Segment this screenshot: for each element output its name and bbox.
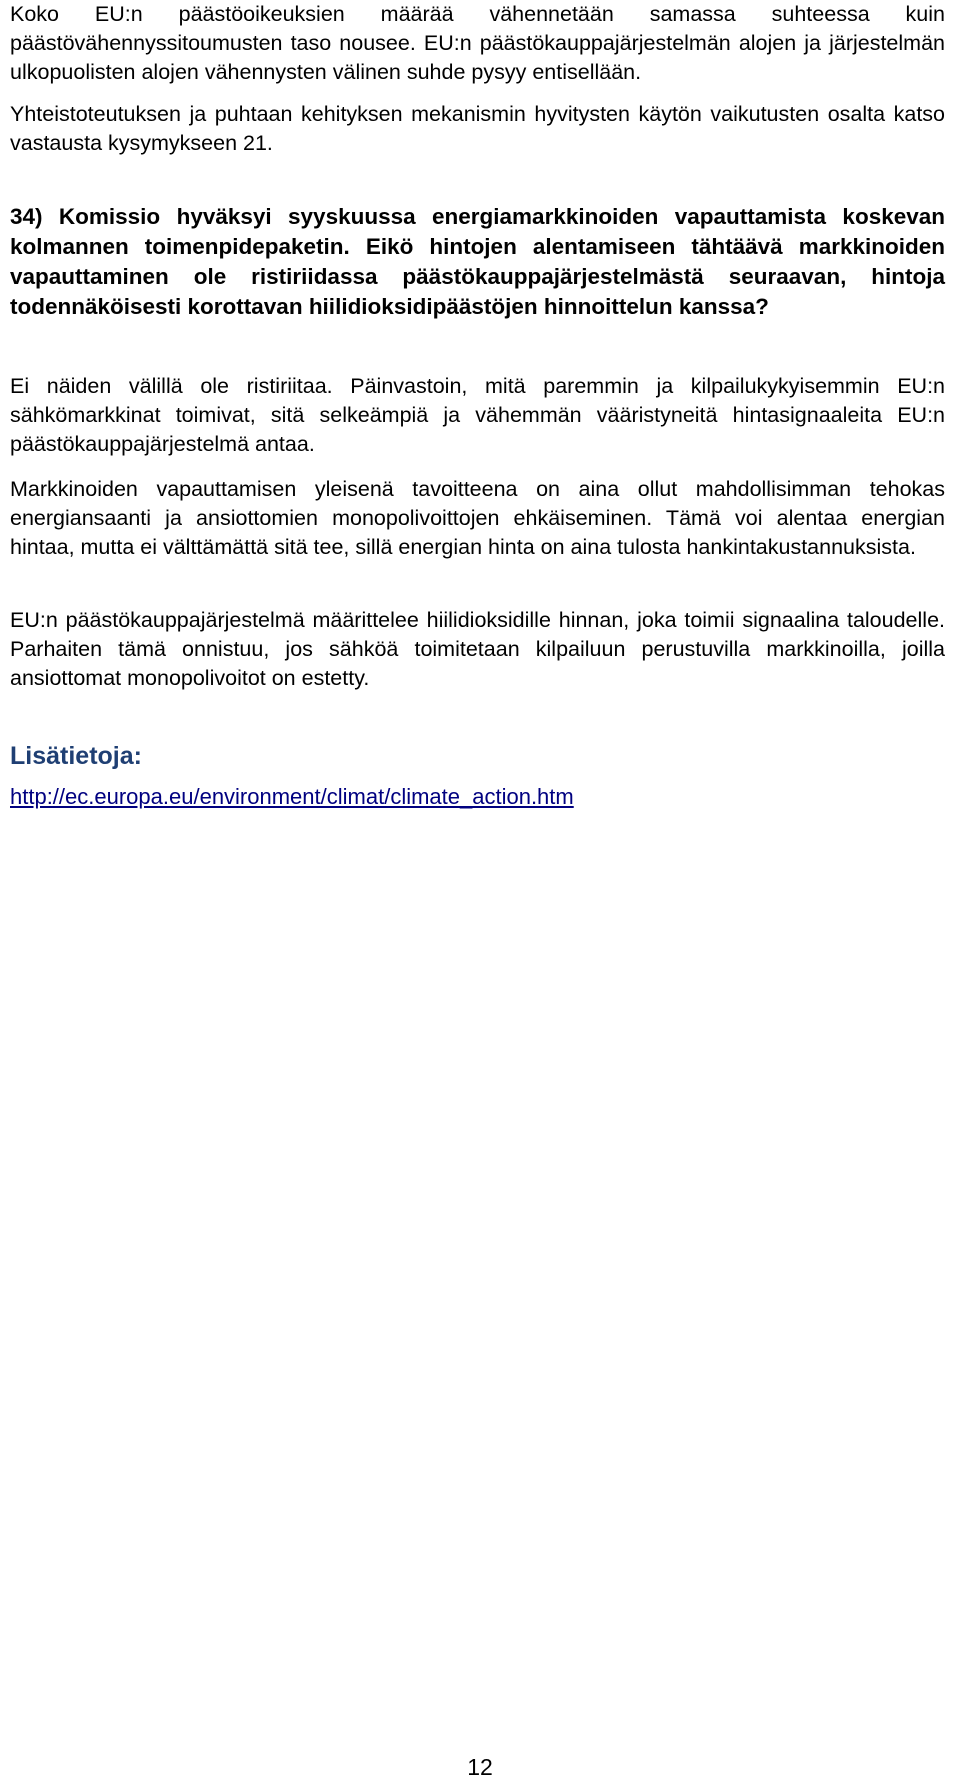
- paragraph-emission-allowances: Koko EU:n päästöoikeuksien määrää vähennetään samassa suhteessa kuin päästövähennyssitoumusten taso nousee. EU:n päästökauppajärjestelmän alojen ja järjestelmän ulkopuolisten alojen vähennysten välinen suhde pysyy entisellään.: [10, 2, 945, 84]
- answer-paragraph-1: Ei näiden välillä ole ristiriitaa. Päinvastoin, mitä paremmin ja kilpailukykyisemmin EU:n sähkömarkkinat toimivat, sitä selkeämpiä ja vähemmän vääristyneitä hintasignaaleita EU:n päästökauppajärjestelmä antaa.: [10, 374, 945, 456]
- paragraph-joint-implementation: Yhteistoteutuksen ja puhtaan kehityksen mekanismin hyvitysten käytön vaikutusten osalta katso vastausta kysymykseen 21.: [10, 102, 945, 155]
- more-info-heading: Lisätietoja:: [10, 742, 142, 770]
- question-34: 34) Komissio hyväksyi syyskuussa energiamarkkinoiden vapauttamista koskevan kolmannen toimenpidepaketin. Eikö hintojen alentamiseen tähtäävä markkinoiden vapauttaminen ole ristiriidassa päästökauppajärjestelmästä seuraavan, hintoja todennäköisesti korottavan hiilidioksidipäästöjen hinnoittelun kanssa?: [10, 204, 945, 319]
- answer-paragraph-3: EU:n päästökauppajärjestelmä määrittelee hiilidioksidille hinnan, joka toimii signaalina taloudelle. Parhaiten tämä onnistuu, jos sähköä toimitetaan kilpailuun perustuvilla markkinoilla, joilla ansiottomat monopolivoitot on estetty.: [10, 608, 945, 690]
- answer-paragraph-2: Markkinoiden vapauttamisen yleisenä tavoitteena on aina ollut mahdollisimman tehokas energiansaanti ja ansiottomien monopolivoittojen ehkäiseminen. Tämä voi alentaa energian hintaa, mutta ei välttämättä sitä tee, sillä energian hinta on aina tulosta hankintakustannuksista.: [10, 477, 945, 559]
- page-number: 12: [467, 1754, 493, 1780]
- climate-action-link[interactable]: http://ec.europa.eu/environment/climat/climate_action.htm: [10, 784, 574, 809]
